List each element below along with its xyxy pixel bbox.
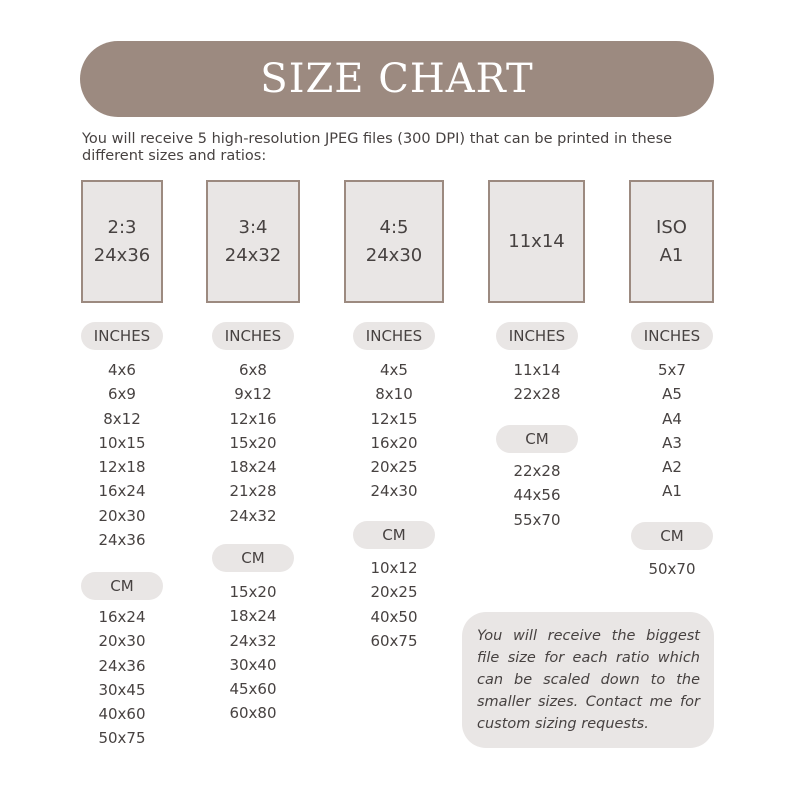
list-item: 22x28 [513, 462, 561, 480]
cm-pill: CM [631, 522, 713, 550]
list-item: 15x20 [229, 433, 277, 452]
frame-size: 11x14 [508, 230, 565, 252]
cm-list [631, 557, 713, 581]
list-item: 16x24 [98, 608, 146, 626]
list-item: 20x25 [370, 458, 418, 477]
list-item: 8x10 [375, 385, 413, 404]
ratio-frame [488, 180, 585, 303]
list-item: 44x56 [513, 486, 561, 505]
cm-pill: CM [353, 521, 435, 549]
cm-pill: CM [212, 544, 294, 572]
cm-pill: CM [81, 572, 163, 600]
list-item: 60x75 [370, 631, 418, 650]
inches-list [353, 358, 435, 504]
list-item: 12x15 [370, 409, 418, 428]
list-item: 18x24 [229, 607, 277, 626]
list-item: 5x7 [658, 361, 686, 379]
list-item: 20x25 [370, 583, 418, 602]
list-item: A1 [662, 482, 682, 501]
frame-ratio: ISO [656, 216, 687, 238]
inches-list [631, 358, 713, 504]
list-item: 9x12 [234, 385, 272, 404]
frame-ratio: 2:3 [107, 216, 137, 238]
frame-size: A1 [659, 244, 684, 266]
list-item: A3 [662, 433, 682, 452]
list-item: 10x15 [98, 433, 146, 452]
inches-pill: INCHES [353, 322, 435, 350]
page-title: SIZE CHART [260, 56, 534, 102]
list-item: 20x30 [98, 632, 146, 651]
list-item: A4 [662, 409, 682, 428]
list-item: 15x20 [229, 583, 277, 601]
list-item: 30x45 [98, 680, 146, 699]
list-item: 55x70 [513, 510, 561, 529]
list-item: 40x60 [98, 705, 146, 724]
cm-list [212, 580, 294, 726]
cm-list [496, 459, 578, 532]
list-item: 30x40 [229, 655, 277, 674]
ratio-frame [344, 180, 444, 303]
list-item: 50x70 [648, 560, 696, 578]
list-item: 24x30 [370, 482, 418, 501]
inches-pill: INCHES [81, 322, 163, 350]
frame-ratio: 4:5 [379, 216, 409, 238]
list-item: 12x18 [98, 458, 146, 477]
title-banner [80, 41, 714, 117]
cm-list [353, 556, 435, 653]
note-text: You will receive the biggest file size for each ratio which can be scaled down to the smaller sizes. Contact me for custom sizing requests. [477, 628, 700, 732]
list-item: 4x6 [108, 361, 136, 379]
list-item: 12x16 [229, 409, 277, 428]
list-item: 24x32 [229, 506, 277, 525]
frame-size: 24x32 [224, 244, 282, 266]
cm-pill: CM [496, 425, 578, 453]
inches-list [496, 358, 578, 407]
list-item: 11x14 [513, 361, 561, 379]
inches-pill: INCHES [212, 322, 294, 350]
ratio-frame [81, 180, 163, 303]
list-item: A2 [662, 458, 682, 477]
list-item: 22x28 [513, 385, 561, 404]
frame-size: 24x30 [365, 244, 423, 266]
list-item: 21x28 [229, 482, 277, 501]
list-item: 16x24 [98, 482, 146, 501]
inches-list [212, 358, 294, 528]
list-item: 50x75 [98, 729, 146, 748]
inches-pill: INCHES [496, 322, 578, 350]
list-item: 20x30 [98, 506, 146, 525]
list-item: 16x20 [370, 433, 418, 452]
list-item: 4x5 [380, 361, 408, 379]
frame-ratio: 3:4 [238, 216, 268, 238]
cm-list [81, 605, 163, 751]
ratio-frame [629, 180, 714, 303]
inches-pill: INCHES [631, 322, 713, 350]
list-item: 60x80 [229, 704, 277, 723]
intro-text: You will receive 5 high-resolution JPEG files (300 DPI) that can be printed in these different sizes and ratios: [82, 131, 673, 164]
info-note [462, 612, 714, 748]
list-item: 10x12 [370, 559, 418, 577]
inches-list [81, 358, 163, 552]
list-item: 24x36 [98, 656, 146, 675]
list-item: 24x36 [98, 531, 146, 550]
list-item: 6x8 [239, 361, 267, 379]
ratio-frame [206, 180, 300, 303]
list-item: 24x32 [229, 631, 277, 650]
list-item: 8x12 [103, 409, 141, 428]
list-item: 40x50 [370, 607, 418, 626]
list-item: 45x60 [229, 680, 277, 699]
list-item: 6x9 [108, 385, 136, 404]
list-item: A5 [662, 385, 682, 404]
frame-size: 24x36 [93, 244, 151, 266]
list-item: 18x24 [229, 458, 277, 477]
